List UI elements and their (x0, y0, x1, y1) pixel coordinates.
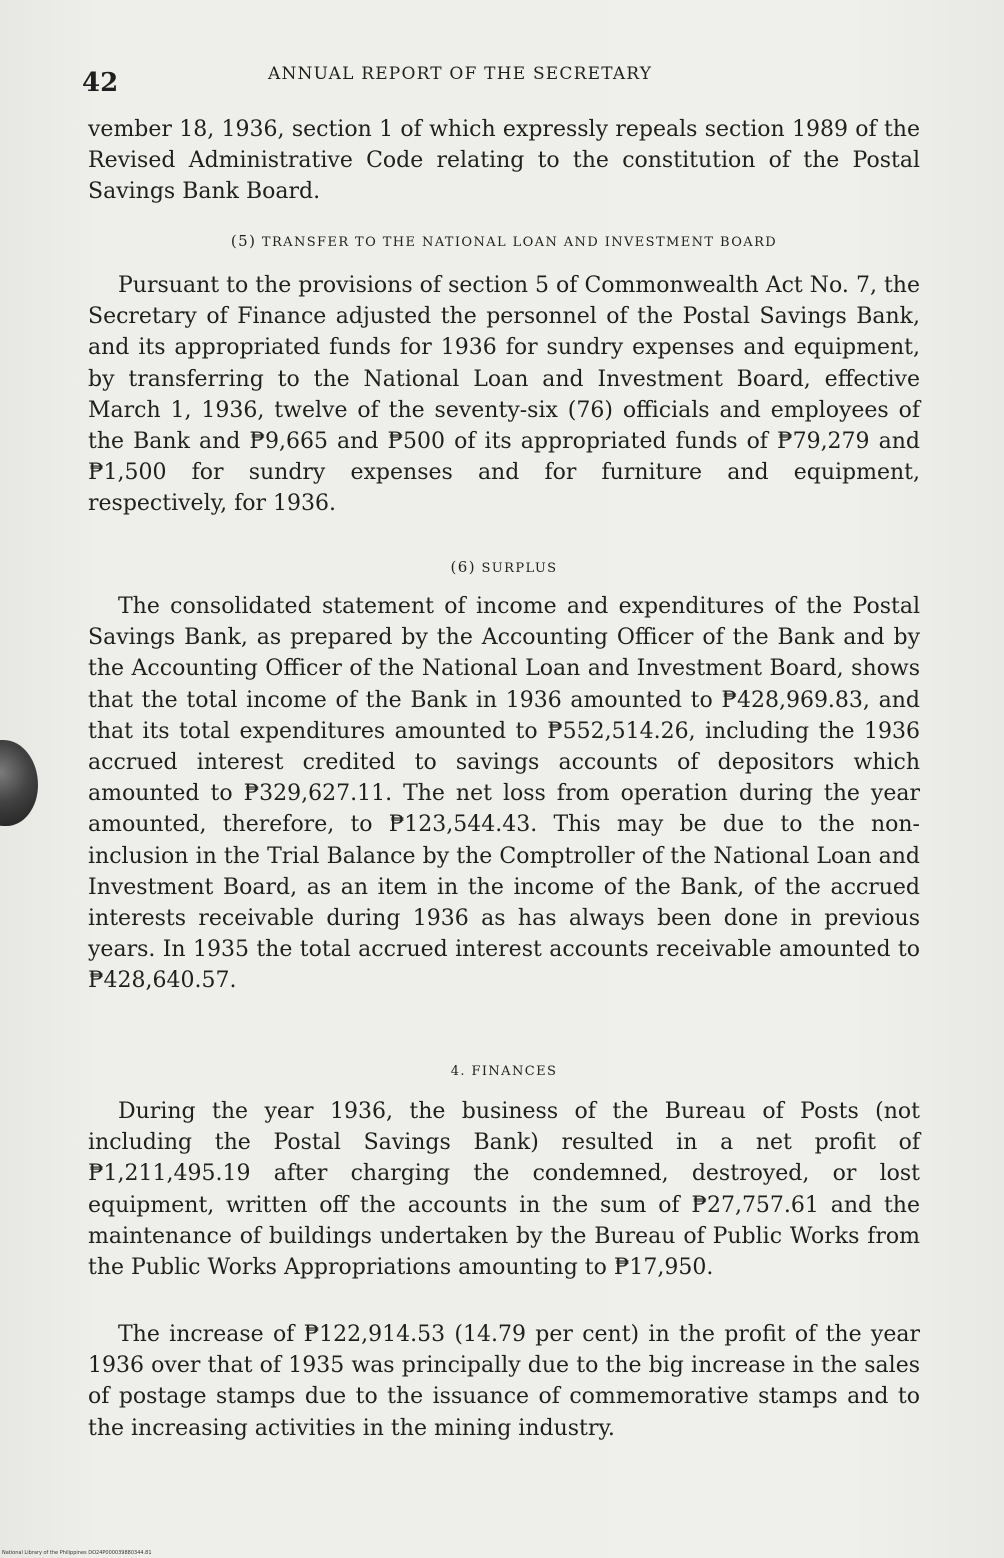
paragraph-continuation (88, 114, 920, 208)
paragraph-finances-1 (88, 1096, 920, 1283)
section-title: SURPLUS (481, 561, 558, 576)
running-head (82, 58, 918, 98)
page-number: 42 (82, 68, 119, 98)
section-heading-transfer (88, 232, 920, 250)
section-heading-surplus (88, 558, 920, 576)
paragraph-finances-2 (88, 1319, 920, 1444)
paragraph-text: The increase of ₱122,914.53 (14.79 per cent) in the profit of the year 1936 over that of 1935 was principally due to the big increase in the sales of postage stamps due to the issuance of commemorative stamps and to the increasing activities in the mining industry. (88, 1322, 920, 1441)
section-number: (6) (450, 558, 476, 576)
paragraph-surplus (88, 591, 920, 997)
paragraph-text: The consolidated statement of income and expenditures of the Postal Savings Bank, as prepared by the Accounting Officer of the Bank and by the Accounting Officer of the National Loan and Investment Board, shows that the total income of the Bank in 1936 amounted to ₱428,969.83, and that its total expenditures amounted to ₱552,514.26, including the 1936 accrued interest credited to savings accounts of depositors which amounted to ₱329,627.11. The net loss from operation during the year amounted, therefore, to ₱123,544.43. This may be due to the non-inclusion in the Trial Balance by the Comptroller of the National Loan and Investment Board, as an item in the income of the Bank, of the accrued interests receivable during 1936 as has always been done in previous years. In 1935 the total accrued interest accounts receivable amounted to ₱428,640.57. (88, 594, 920, 994)
scan-footer-note: National Library of the Philippines DO24P000039880344.81 (2, 1550, 152, 1556)
paragraph-transfer (88, 270, 920, 520)
running-title: ANNUAL REPORT OF THE SECRETARY (268, 64, 653, 84)
section-heading-finances (88, 1064, 920, 1079)
scan-thumb-shadow (0, 740, 38, 826)
paragraph-text: Pursuant to the provisions of section 5 of Commonwealth Act No. 7, the Secretary of Finance adjusted the personnel of the Postal Savings Bank, and its appropriated funds for 1936 for sundry expenses and equipment, by transferring to the National Loan and Investment Board, effective March 1, 1936, twelve of the seventy-six (76) officials and employees of the Bank and ₱9,665 and ₱500 of its appropriated funds of ₱79,279 and ₱1,500 for sundry expenses and for furniture and equipment, respectively, for 1936. (88, 273, 920, 517)
section-number: (5) (230, 232, 257, 250)
paragraph-text: During the year 1936, the business of the Bureau of Posts (not including the Postal Savings Bank) resulted in a net profit of ₱1,211,495.19 after charging the condemned, destroyed, or lost equipment, written off the accounts in the sum of ₱27,757.61 and the maintenance of buildings undertaken by the Bureau of Public Works from the Public Works Appropriations amounting to ₱17,950. (88, 1099, 920, 1281)
section-title: 4. FINANCES (450, 1064, 558, 1079)
section-title: TRANSFER TO THE NATIONAL LOAN AND INVESTMENT BOARD (261, 235, 778, 250)
paragraph-text: vember 18, 1936, section 1 of which expressly repeals section 1989 of the Revised Administrative Code relating to the constitution of the Postal Savings Bank Board. (88, 117, 920, 205)
